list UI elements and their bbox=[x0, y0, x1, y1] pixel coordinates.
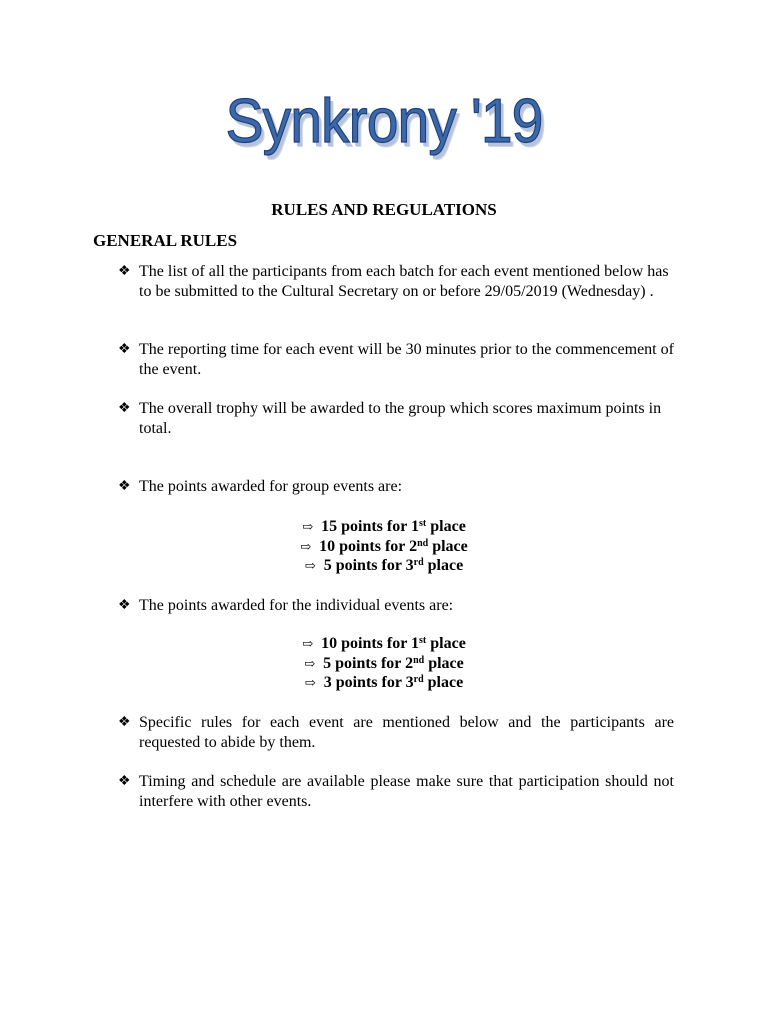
diamond-bullet-icon: ❖ bbox=[118, 264, 131, 279]
points-item: ⇨ 5 points for 2nd place bbox=[304, 654, 464, 672]
arrow-right-icon: ⇨ bbox=[304, 558, 316, 573]
rule-item bbox=[118, 340, 674, 379]
rule-text: The points awarded for group events are: bbox=[139, 478, 403, 495]
points-item: ⇨ 3 points for 3rd place bbox=[304, 674, 464, 691]
rule-item bbox=[118, 262, 674, 301]
rule-item bbox=[118, 477, 674, 497]
points-item: ⇨ 5 points for 3rd place bbox=[304, 557, 464, 574]
individual-points-list bbox=[0, 634, 768, 693]
points-item: ⇨ 10 points for 2nd place bbox=[300, 537, 468, 555]
arrow-right-icon: ⇨ bbox=[304, 655, 316, 671]
points-item: ⇨ 10 points for 1st place bbox=[302, 635, 466, 652]
diamond-bullet-icon: ❖ bbox=[118, 715, 131, 730]
arrow-right-icon: ⇨ bbox=[302, 519, 314, 534]
logo-text: Synkrony '19 bbox=[225, 87, 543, 156]
arrow-right-icon: ⇨ bbox=[300, 538, 312, 554]
rule-text: The list of all the participants from each batch for each event mentioned below has to be submitted to the Cultural Secretary on or before 29/05/2019 (Wednesday) . bbox=[139, 263, 669, 300]
rule-item bbox=[118, 596, 674, 616]
page-heading: RULES AND REGULATIONS bbox=[271, 200, 497, 219]
diamond-bullet-icon: ❖ bbox=[118, 342, 131, 357]
rule-text: The overall trophy will be awarded to the group which scores maximum points in total. bbox=[139, 400, 662, 437]
arrow-right-icon: ⇨ bbox=[304, 675, 316, 690]
points-item: ⇨ 15 points for 1st place bbox=[302, 518, 466, 535]
rule-item bbox=[118, 399, 674, 438]
rule-text: The points awarded for the individual events are: bbox=[139, 597, 454, 614]
group-points-list bbox=[0, 517, 768, 576]
diamond-bullet-icon: ❖ bbox=[118, 401, 131, 416]
diamond-bullet-icon: ❖ bbox=[118, 598, 131, 613]
rule-text: Timing and schedule are available please make sure that participation should not interfere with other events. bbox=[139, 773, 674, 810]
diamond-bullet-icon: ❖ bbox=[118, 774, 131, 789]
arrow-right-icon: ⇨ bbox=[302, 636, 314, 651]
rule-item bbox=[118, 713, 674, 752]
section-title: GENERAL RULES bbox=[93, 231, 238, 250]
event-logo bbox=[31, 82, 738, 162]
rule-item bbox=[118, 772, 674, 811]
diamond-bullet-icon: ❖ bbox=[118, 479, 131, 494]
rule-text: The reporting time for each event will be 30 minutes prior to the commencement of the event. bbox=[139, 341, 674, 378]
rule-text: Specific rules for each event are mentioned below and the participants are requested to abide by them. bbox=[139, 714, 674, 751]
